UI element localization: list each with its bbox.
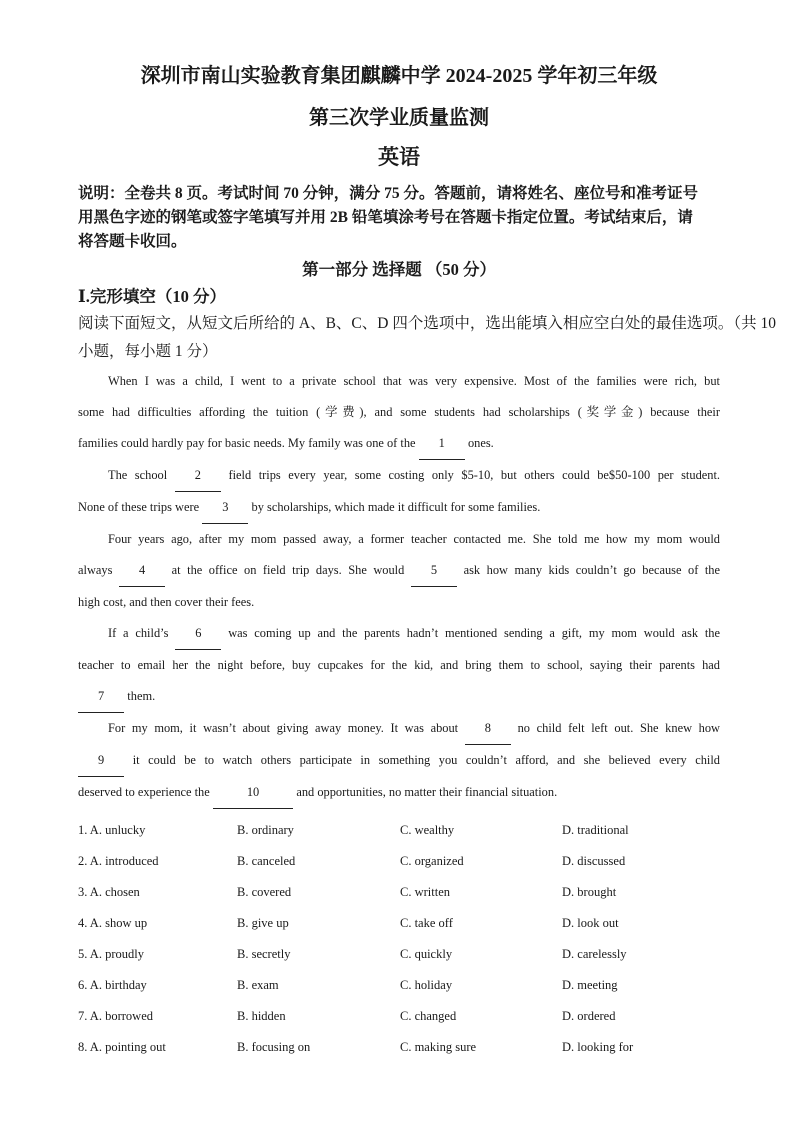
option-b: B. exam [237,978,279,992]
question-row [78,970,720,1001]
passage-paragraph [78,524,720,618]
option-b: B. canceled [237,854,296,868]
blank-8: 8 [465,713,511,745]
notice-line: 将答题卡收回。 [78,233,187,250]
option-c: C. quickly [400,947,453,961]
exam-notice [78,182,720,254]
passage-paragraph [78,618,720,713]
option-c: C. wealthy [400,823,455,837]
directions-line: 阅读下面短文，从短文后所给的 A、B、C、D 四个选项中，选出能填入相应空白处的最佳选项。（共 10 [78,315,776,332]
question-number-and-option-a: 7. A. borrowed [78,1009,153,1023]
passage-line: some had difficulties affording the tuition (学费), and some students had scholarships (奖学金) because their [78,405,720,419]
cloze-section-header: Ⅰ.完形填空（10 分） [78,287,226,306]
question-row [78,846,720,877]
passage-line: families could hardly pay for basic needs. My family was one of the 1 ones. [78,428,720,460]
blank-3: 3 [202,492,248,524]
notice-line: 用黑色字迹的钢笔或签字笔填写并用 2B 铅笔填涂考号在答题卡指定位置。考试结束后，请 [78,209,693,226]
question-row [78,1001,720,1032]
option-c: C. organized [400,854,464,868]
question-number-and-option-a: 4. A. show up [78,916,148,930]
option-b: B. hidden [237,1009,286,1023]
passage-paragraph [78,460,720,524]
passage-line: The school 2 field trips every year, some costing only $5-10, but others could be$50-100 per student. [78,460,720,492]
option-c: C. take off [400,916,453,930]
subject-title: 英语 [378,145,420,169]
option-d: D. carelessly [562,947,627,961]
question-number-and-option-a: 5. A. proudly [78,947,144,961]
option-d: D. discussed [562,854,626,868]
blank-1: 1 [419,428,465,460]
question-number-and-option-a: 1. A. unlucky [78,823,146,837]
option-b: B. secretly [237,947,291,961]
option-d: D. ordered [562,1009,616,1023]
option-b: B. covered [237,885,292,899]
notice-line: 说明：全卷共 8 页。考试时间 70 分钟，满分 75 分。答题前，请将姓名、座位号和准考证号 [78,185,699,202]
question-number-and-option-a: 2. A. introduced [78,854,159,868]
blank-7: 7 [78,681,124,713]
option-d: D. look out [562,916,619,930]
option-d: D. traditional [562,823,629,837]
passage-paragraph [78,366,720,460]
passage-line: high cost, and then cover their fees. [78,595,255,609]
question-row [78,1032,720,1063]
question-number-and-option-a: 8. A. pointing out [78,1040,166,1054]
directions-line: 小题，每小题 1 分） [78,343,218,360]
page-title-line2: 第三次学业质量监测 [309,107,489,129]
question-number-and-option-a: 3. A. chosen [78,885,140,899]
blank-6: 6 [175,618,221,650]
cloze-directions [78,310,776,366]
question-number-and-option-a: 6. A. birthday [78,978,147,992]
passage-line: When I was a child, I went to a private school that was very expensive. Most of the families were rich, but [108,374,720,388]
option-d: D. brought [562,885,617,899]
page-title-line1: 深圳市南山实验教育集团麒麟中学 2024-2025 学年初三年级 [140,65,658,87]
passage-line: deserved to experience the 10 and opportunities, no matter their financial situation. [78,777,720,809]
questions-table [78,815,720,1063]
passage-line: 7 them. [78,681,720,713]
passage-line: Four years ago, after my mom passed away, a former teacher contacted me. She told me how my mom would [108,532,720,546]
blank-5: 5 [411,555,457,587]
passage-line: 9 it could be to watch others participate in something you couldn’t afford, and she believed every child [78,745,720,777]
option-c: C. changed [400,1009,457,1023]
option-b: B. focusing on [237,1040,311,1054]
question-row [78,877,720,908]
passage-line: If a child’s 6 was coming up and the parents hadn’t mentioned sending a gift, my mom would ask the [78,618,720,650]
passage-line: For my mom, it wasn’t about giving away money. It was about 8 no child felt left out. She knew how [78,713,720,745]
option-c: C. holiday [400,978,453,992]
question-row [78,908,720,939]
blank-9: 9 [78,745,124,777]
option-d: D. meeting [562,978,618,992]
option-c: C. making sure [400,1040,477,1054]
option-b: B. give up [237,916,289,930]
option-c: C. written [400,885,450,899]
blank-2: 2 [175,460,221,492]
blank-4: 4 [119,555,165,587]
part-one-header: 第一部分 选择题 （50 分） [302,260,496,279]
option-d: D. looking for [562,1040,634,1054]
blank-10: 10 [213,777,293,809]
passage-paragraph [78,713,720,809]
question-row [78,939,720,970]
passage-line: always 4 at the office on field trip days. She would 5 ask how many kids couldn’t go because of the [78,555,720,587]
cloze-passage [78,366,720,809]
question-row [78,815,720,846]
option-b: B. ordinary [237,823,294,837]
passage-line: teacher to email her the night before, buy cupcakes for the kid, and bring them to school, saying their parents had [78,658,720,672]
passage-line: None of these trips were 3 by scholarships, which made it difficult for some families. [78,492,720,524]
